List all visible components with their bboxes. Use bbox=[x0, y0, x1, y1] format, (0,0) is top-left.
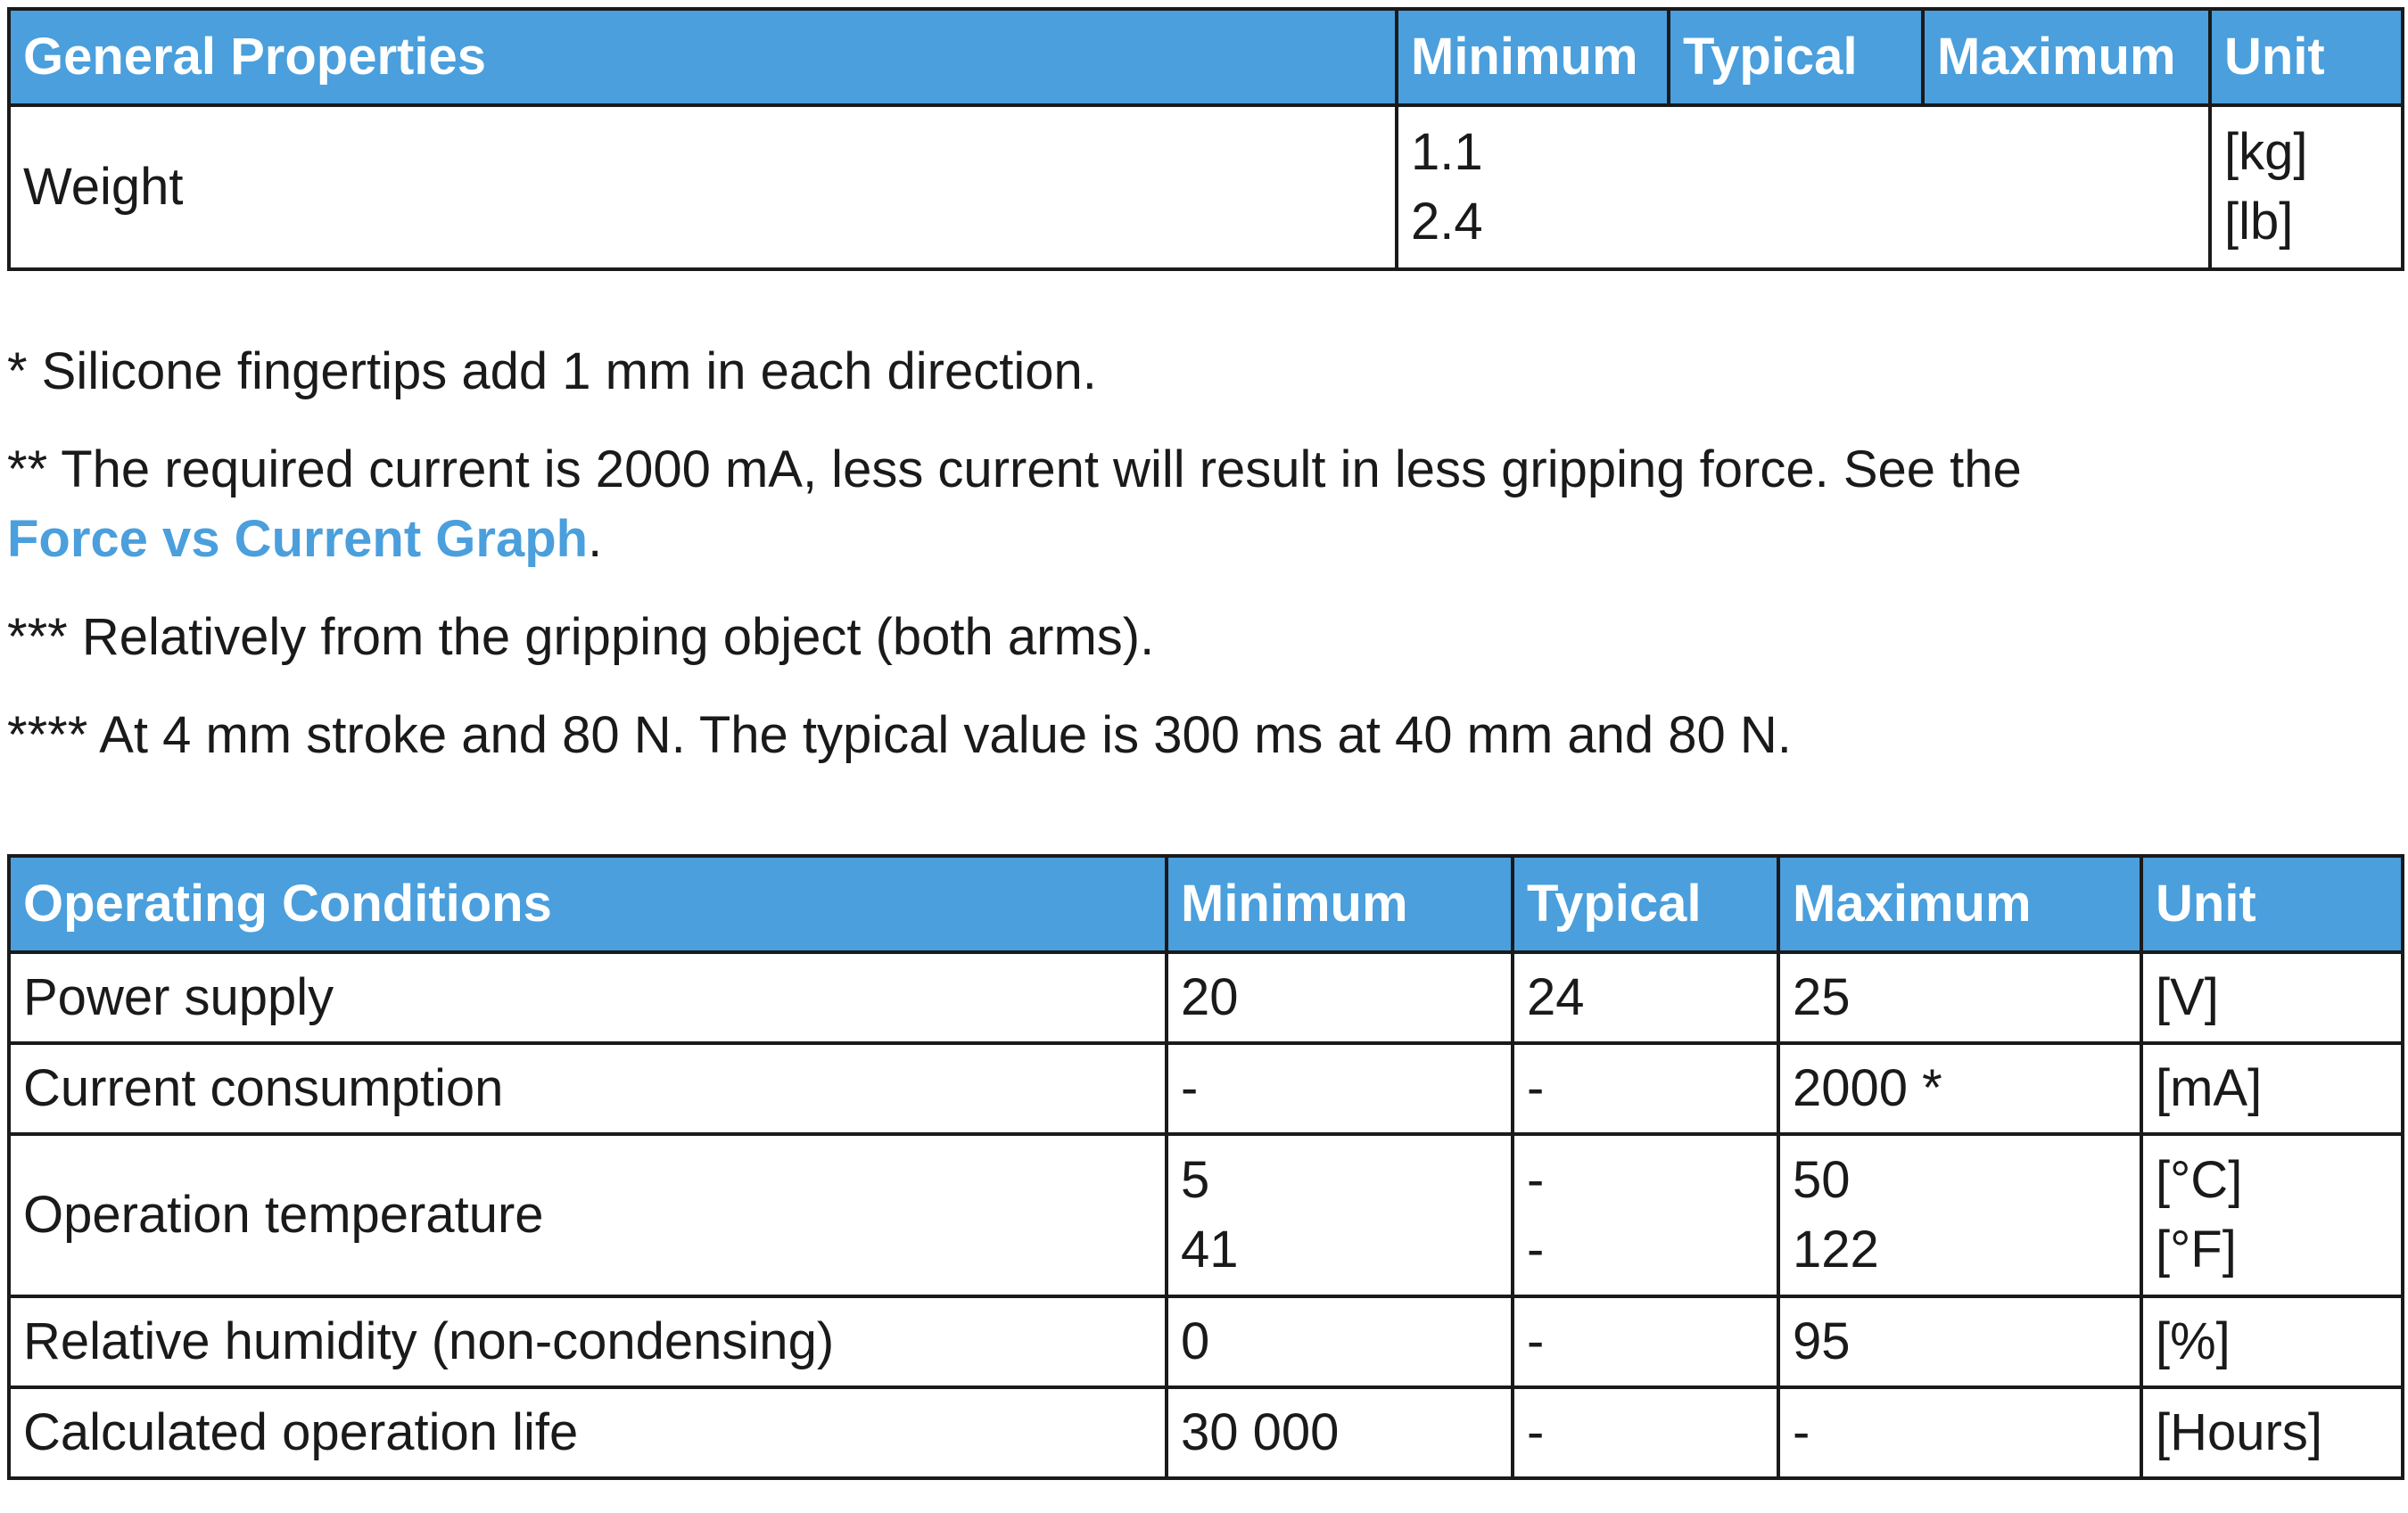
table-row bbox=[9, 1387, 2403, 1478]
cell-value: 5 bbox=[1181, 1151, 1210, 1209]
general-properties-table bbox=[7, 7, 2404, 271]
cell-value: - bbox=[1527, 1151, 1545, 1209]
table-row bbox=[9, 1134, 2403, 1296]
cell-typical: - bbox=[1513, 1387, 1778, 1478]
operating-conditions-table bbox=[7, 854, 2404, 1480]
weight-values bbox=[1397, 105, 2210, 269]
row-label: Calculated operation life bbox=[9, 1387, 1167, 1478]
weight-label: Weight bbox=[9, 105, 1397, 269]
footnote-2-text: ** The required current is 2000 mA, less current will result in less gripping force. See the bbox=[7, 440, 2022, 498]
cell-minimum: - bbox=[1167, 1043, 1513, 1134]
header-typical: Typical bbox=[1669, 9, 1923, 105]
row-label: Current consumption bbox=[9, 1043, 1167, 1134]
header-maximum: Maximum bbox=[1923, 9, 2210, 105]
row-label: Operation temperature bbox=[9, 1134, 1167, 1296]
cell-value: [°C] bbox=[2156, 1151, 2243, 1209]
weight-value-kg: 1.1 bbox=[1411, 123, 1483, 181]
cell-maximum: - bbox=[1778, 1387, 2141, 1478]
cell-unit: [V] bbox=[2141, 952, 2403, 1043]
header-general-properties: General Properties bbox=[9, 9, 1397, 105]
cell-value: 41 bbox=[1181, 1221, 1239, 1279]
cell-unit: [%] bbox=[2141, 1296, 2403, 1387]
cell-maximum: 25 bbox=[1778, 952, 2141, 1043]
cell-minimum: 30 000 bbox=[1167, 1387, 1513, 1478]
header-unit: Unit bbox=[2210, 9, 2403, 105]
cell-unit: [Hours] bbox=[2141, 1387, 2403, 1478]
header-minimum: Minimum bbox=[1397, 9, 1669, 105]
header-unit: Unit bbox=[2141, 856, 2403, 952]
header-operating-conditions: Operating Conditions bbox=[9, 856, 1167, 952]
table-row bbox=[9, 1043, 2403, 1134]
header-minimum: Minimum bbox=[1167, 856, 1513, 952]
table-row bbox=[9, 105, 2403, 269]
cell-typical: - bbox=[1513, 1296, 1778, 1387]
cell-minimum: 20 bbox=[1167, 952, 1513, 1043]
header-maximum: Maximum bbox=[1778, 856, 2141, 952]
footnote-2 bbox=[7, 435, 2397, 574]
cell-value: 50 bbox=[1793, 1151, 1851, 1209]
weight-value-lb: 2.4 bbox=[1411, 193, 1483, 251]
cell-unit: [mA] bbox=[2141, 1043, 2403, 1134]
force-vs-current-graph-link[interactable]: Force vs Current Graph bbox=[7, 510, 589, 568]
cell-value: [°F] bbox=[2156, 1221, 2237, 1279]
cell-value: - bbox=[1527, 1221, 1545, 1279]
table-header-row bbox=[9, 856, 2403, 952]
cell-typical: - bbox=[1513, 1043, 1778, 1134]
cell-maximum bbox=[1778, 1134, 2141, 1296]
table-header-row bbox=[9, 9, 2403, 105]
cell-typical: 24 bbox=[1513, 952, 1778, 1043]
cell-maximum: 95 bbox=[1778, 1296, 2141, 1387]
table-row bbox=[9, 952, 2403, 1043]
cell-maximum: 2000 * bbox=[1778, 1043, 2141, 1134]
weight-unit-lb: [lb] bbox=[2224, 193, 2294, 251]
footnote-4: **** At 4 mm stroke and 80 N. The typical value is 300 ms at 40 mm and 80 N. bbox=[7, 706, 1792, 764]
table-row bbox=[9, 1296, 2403, 1387]
footnotes bbox=[7, 337, 2397, 799]
cell-minimum: 0 bbox=[1167, 1296, 1513, 1387]
footnote-1: * Silicone fingertips add 1 mm in each direction. bbox=[7, 342, 1097, 400]
header-typical: Typical bbox=[1513, 856, 1778, 952]
footnote-3: *** Relatively from the gripping object (both arms). bbox=[7, 608, 1155, 666]
cell-unit bbox=[2141, 1134, 2403, 1296]
footnote-2-end: . bbox=[588, 510, 603, 568]
cell-value: 122 bbox=[1793, 1221, 1879, 1279]
row-label: Power supply bbox=[9, 952, 1167, 1043]
weight-units bbox=[2210, 105, 2403, 269]
cell-minimum bbox=[1167, 1134, 1513, 1296]
weight-unit-kg: [kg] bbox=[2224, 123, 2308, 181]
cell-typical bbox=[1513, 1134, 1778, 1296]
row-label: Relative humidity (non-condensing) bbox=[9, 1296, 1167, 1387]
